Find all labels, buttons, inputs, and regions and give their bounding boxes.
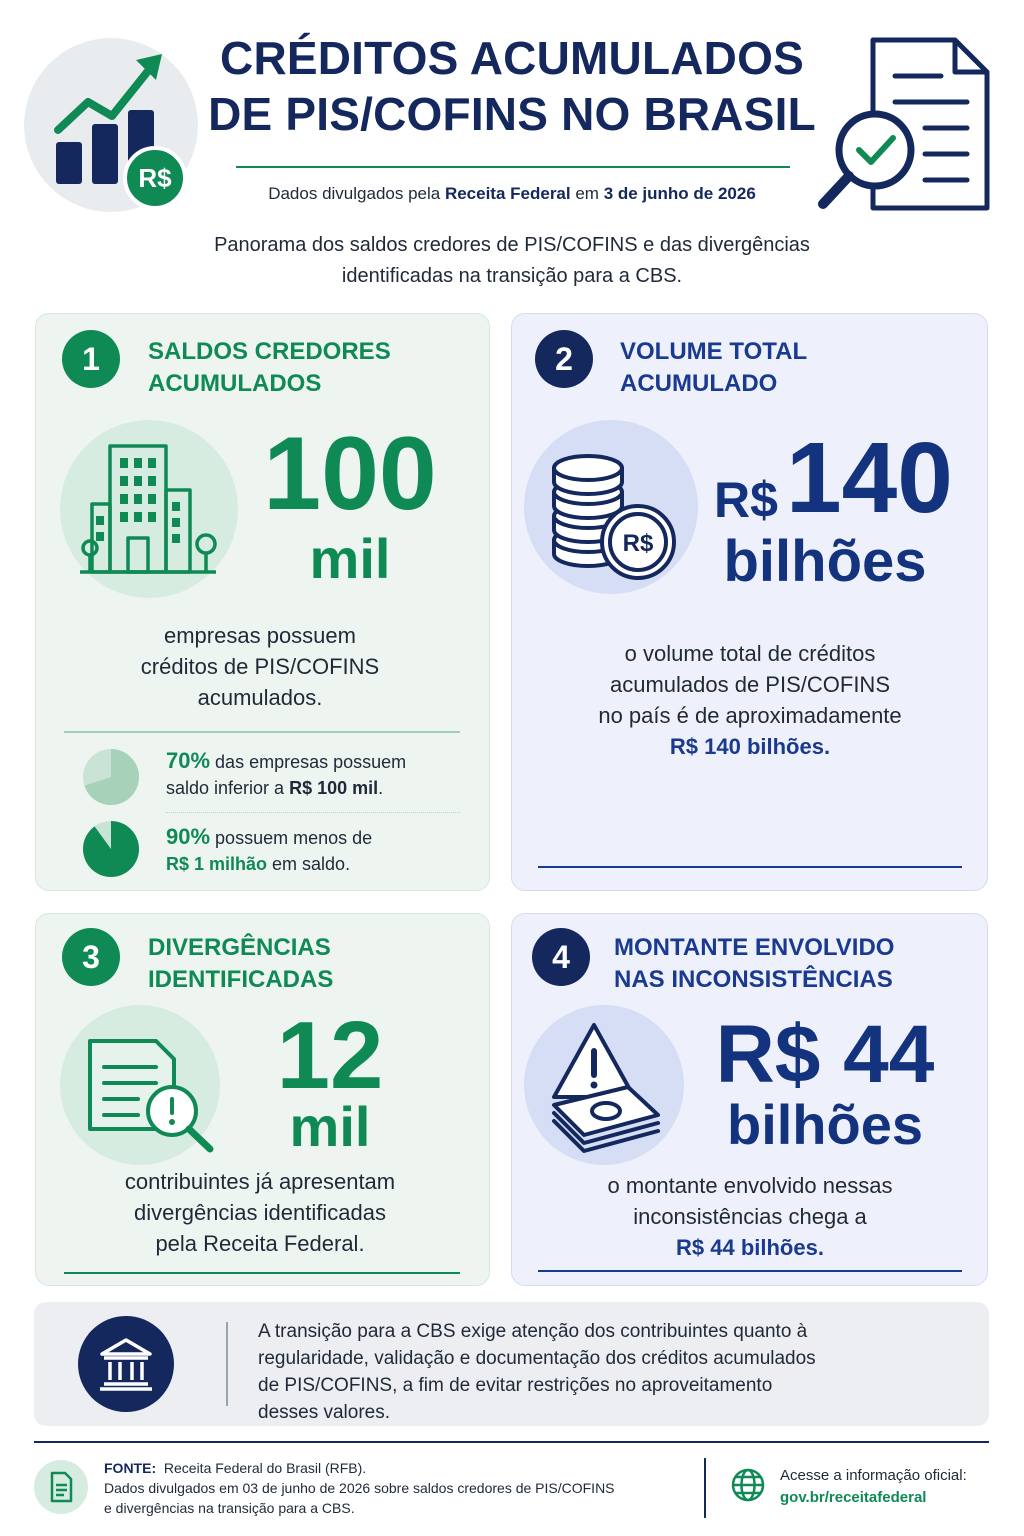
stat-1-bold: R$ 100 mil — [289, 778, 379, 798]
card-3-desc-line-1: contribuintes já apresentam — [124, 1169, 396, 1194]
card-4-desc-line-2: inconsistências chega a — [633, 1204, 867, 1229]
stat-70-percent — [166, 748, 456, 801]
card-4-number-badge: 4 — [532, 928, 590, 986]
stat-1-end: . — [378, 778, 384, 798]
card-3-desc-line-3: pela Receita Federal. — [155, 1231, 365, 1256]
card-2-big-unit: bilhões — [723, 529, 927, 594]
warning-money-icon — [524, 1005, 684, 1165]
note-text — [258, 1318, 958, 1426]
card-2-currency: R$ — [714, 472, 778, 528]
document-alert-icon — [60, 1005, 220, 1165]
card-2-desc-bold: R$ 140 bilhões. — [669, 734, 831, 759]
access-label: Acesse a informação oficial: — [780, 1467, 967, 1484]
intro-text — [120, 230, 904, 292]
building-icon — [60, 420, 238, 598]
official-access — [780, 1465, 1000, 1509]
card-4-title-line-2: NAS INCONSISTÊNCIAS — [614, 966, 893, 993]
intro-line-1: Panorama dos saldos credores de PIS/COFINS e das divergências — [214, 234, 810, 256]
government-building-icon — [78, 1316, 174, 1412]
intro-line-2: identificadas na transição para a CBS. — [341, 265, 683, 287]
source-document-icon — [34, 1460, 88, 1514]
card-4-big-value: R$ 44 — [715, 1009, 935, 1100]
stat-1-text-1: das empresas possuem — [210, 752, 407, 772]
title-line-2: DE PIS/COFINS NO BRASIL — [208, 88, 816, 140]
coin-stack-icon — [524, 420, 698, 594]
note-separator — [226, 1322, 228, 1406]
card-2-desc-line-3: no país é de aproximadamente — [598, 703, 902, 728]
footer-separator — [704, 1458, 706, 1518]
footer-divider — [34, 1441, 989, 1443]
title-line-1: CRÉDITOS ACUMULADOS — [220, 32, 804, 84]
card-2-title — [620, 336, 960, 400]
card-3-description — [60, 1166, 460, 1259]
card-2-big-value: 140 — [786, 422, 953, 534]
card-3-title-line-1: DIVERGÊNCIAS — [148, 934, 331, 961]
stat-2-text-1: possuem menos de — [210, 828, 373, 848]
card-3-title-line-2: IDENTIFICADAS — [148, 966, 334, 993]
currency-badge-text: R$ — [138, 163, 172, 193]
source-label: FONTE: — [104, 1460, 157, 1476]
footer-source — [104, 1458, 694, 1518]
card-2-title-line-2: ACUMULADO — [620, 370, 778, 397]
card-1-title-line-1: SALDOS CREDORES — [148, 338, 391, 365]
card-1-description — [60, 620, 460, 713]
source-value: Receita Federal do Brasil (RFB). — [163, 1460, 367, 1476]
note-line-2: regularidade, validação e documentação dos créditos acumulados — [258, 1348, 816, 1369]
stat-2-end: em saldo. — [267, 854, 351, 874]
note-line-1: A transição para a CBS exige atenção dos contribuintes quanto à — [258, 1321, 808, 1342]
subtitle-prefix: Dados divulgados pela — [268, 184, 445, 203]
card-2-title-line-1: VOLUME TOTAL — [620, 338, 808, 365]
card-3-big-value: 12 — [276, 1002, 384, 1109]
subtitle-source: Receita Federal — [444, 184, 571, 203]
card-1-big-value: 100 — [263, 416, 437, 532]
card-4-divider — [538, 1270, 962, 1272]
card-1-title-line-2: ACUMULADOS — [148, 370, 322, 397]
stat-90-percent — [166, 824, 456, 877]
pie-70-percent-icon — [82, 748, 140, 806]
globe-icon — [730, 1467, 766, 1503]
card-2-description — [530, 638, 970, 762]
card-3-big-unit: mil — [289, 1095, 371, 1158]
card-3-number-badge: 3 — [62, 928, 120, 986]
card-1-title — [148, 336, 468, 400]
card-3-desc-line-2: divergências identificadas — [134, 1200, 386, 1225]
card-1-desc-line-2: créditos de PIS/COFINS — [140, 654, 380, 679]
document-search-icon — [815, 36, 995, 216]
note-line-4: desses valores. — [258, 1402, 391, 1423]
card-4-big-unit: bilhões — [726, 1093, 924, 1156]
title-divider — [236, 166, 790, 168]
card-1-number-badge: 1 — [62, 330, 120, 388]
card-1-desc-line-3: acumulados. — [197, 685, 323, 710]
page-subtitle — [200, 184, 824, 204]
coin-label: R$ — [622, 530, 654, 557]
card-3-title — [148, 932, 468, 996]
source-line-3: e divergências na transição para a CBS. — [104, 1500, 355, 1516]
card-1-divider — [64, 731, 460, 733]
card-2-divider — [538, 866, 962, 868]
card-1-big-unit: mil — [309, 527, 391, 590]
official-link[interactable]: gov.br/receitafederal — [780, 1489, 927, 1506]
card-2-desc-line-1: o volume total de créditos — [624, 641, 876, 666]
card-4-title-line-1: MONTANTE ENVOLVIDO — [614, 934, 895, 961]
stat-divider — [166, 812, 460, 813]
stat-2-bold: R$ 1 milhão — [166, 854, 268, 874]
note-line-3: de PIS/COFINS, a fim de evitar restrições no aproveitamento — [258, 1375, 773, 1396]
card-4-description — [530, 1170, 970, 1263]
page-title — [200, 30, 824, 142]
card-4-desc-line-1: o montante envolvido nessas — [607, 1173, 893, 1198]
pie-90-percent-icon — [82, 820, 140, 878]
card-1-desc-line-1: empresas possuem — [164, 623, 356, 648]
source-line-2: Dados divulgados em 03 de junho de 2026 sobre saldos credores de PIS/COFINS — [104, 1480, 615, 1496]
card-3-divider — [64, 1272, 460, 1274]
card-4-desc-bold: R$ 44 bilhões. — [676, 1235, 824, 1260]
card-4-title — [614, 932, 964, 996]
stat-1-percent: 70% — [166, 748, 211, 773]
growth-chart-icon — [24, 38, 198, 212]
subtitle-middle: em — [570, 184, 604, 203]
card-2-number-badge: 2 — [535, 330, 593, 388]
subtitle-date: 3 de junho de 2026 — [603, 184, 756, 203]
card-2-desc-line-2: acumulados de PIS/COFINS — [609, 672, 890, 697]
stat-1-text-2: saldo inferior a — [166, 778, 290, 798]
stat-2-percent: 90% — [166, 824, 211, 849]
